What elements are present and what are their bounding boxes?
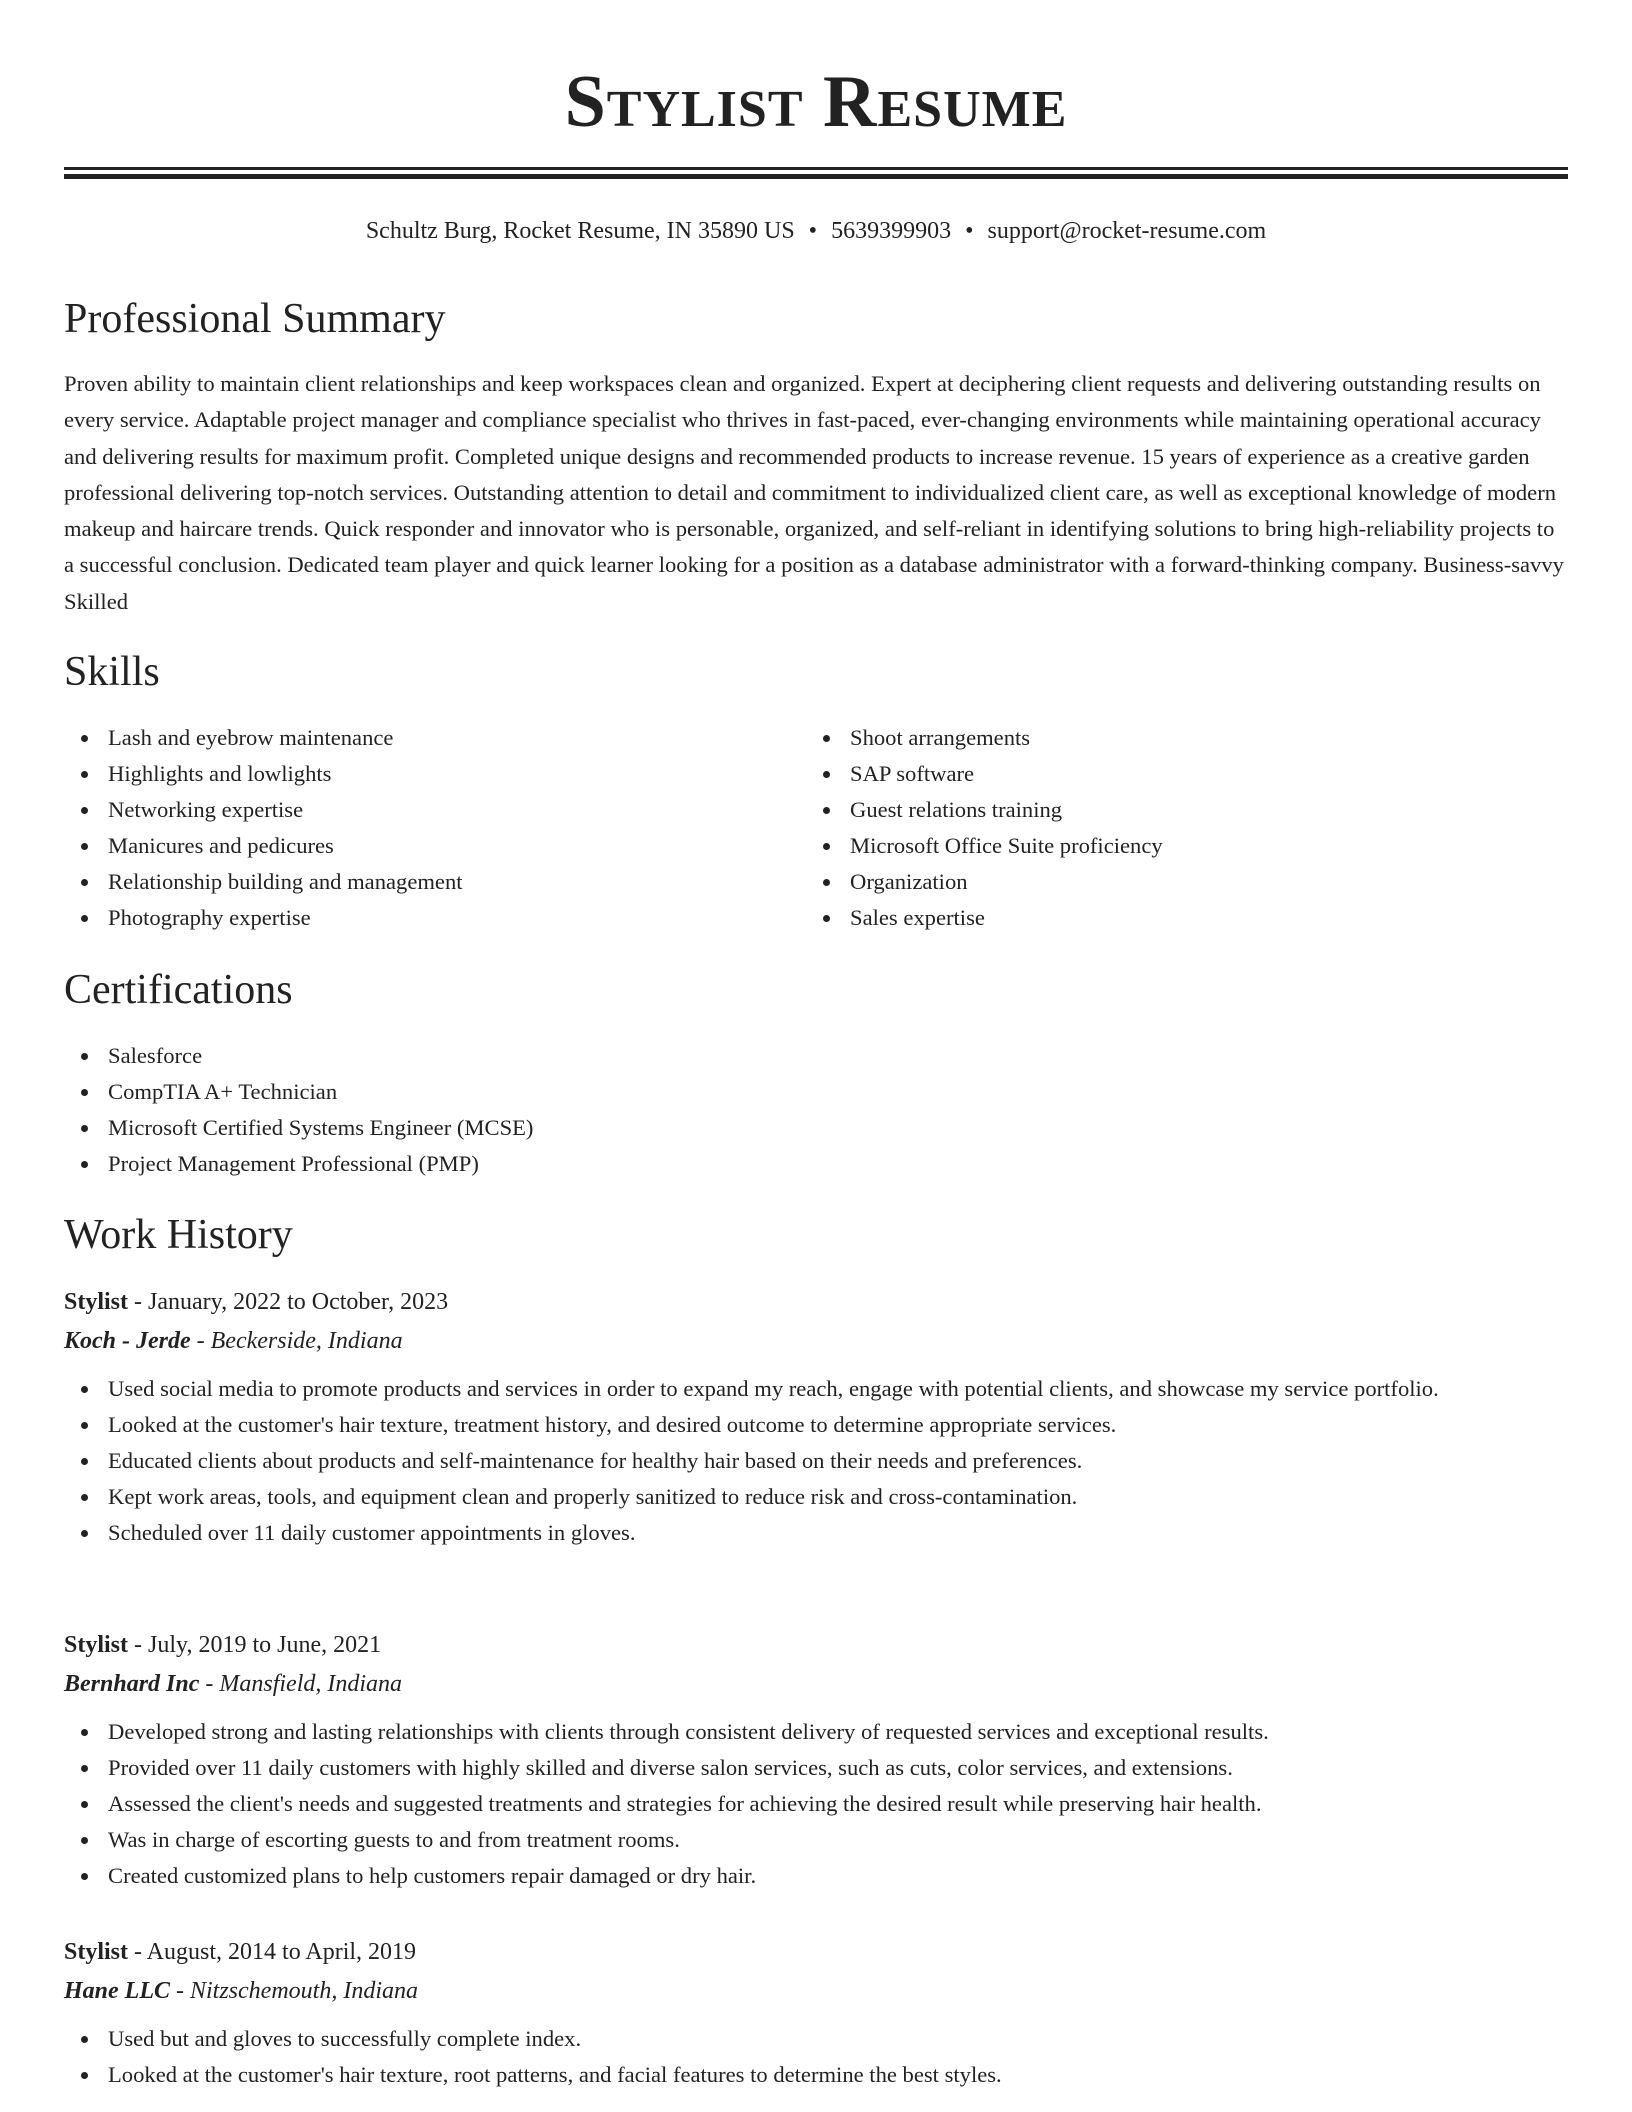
summary-heading: Professional Summary bbox=[64, 296, 446, 342]
job-location: - Mansfield, Indiana bbox=[199, 1671, 403, 1697]
job-bullets bbox=[64, 1714, 1568, 1894]
job-bullet: Developed strong and lasting relationships with clients through consistent delivery of requested services and exceptional results. bbox=[64, 1714, 1568, 1750]
job-bullet: Was in charge of escorting guests to and from treatment rooms. bbox=[64, 1822, 1568, 1858]
job-dates: - January, 2022 to October, 2023 bbox=[128, 1289, 449, 1315]
skill-item: Manicures and pedicures bbox=[64, 828, 804, 864]
work-history-heading: Work History bbox=[64, 1212, 293, 1258]
skills-heading: Skills bbox=[64, 649, 160, 695]
job-company-line bbox=[64, 1321, 1568, 1361]
job-company-line bbox=[64, 1664, 1568, 1704]
job-title-line bbox=[64, 1626, 1568, 1664]
job-role: Stylist bbox=[64, 1939, 129, 1965]
job-bullet: Looked at the customer's hair texture, treatment history, and desired outcome to determine appropriate services. bbox=[64, 1407, 1568, 1443]
job-company: Koch - Jerde bbox=[64, 1328, 191, 1354]
job-bullet: Assessed the client's needs and suggested treatments and strategies for achieving the desired result while preserving hair health. bbox=[64, 1786, 1568, 1822]
skill-item: Shoot arrangements bbox=[806, 720, 1546, 756]
job-entry bbox=[64, 1283, 1568, 1551]
summary-text: Proven ability to maintain client relationships and keep workspaces clean and organized. Expert at deciphering client requests and delivering outstanding results on every service. Adaptable project manager and compliance specialist who thrives in fast-paced, ever-changing environments while maintaining operational accuracy and delivering results for maximum profit. Completed unique designs and recommended products to increase revenue. 15 years of experience as a creative garden professional delivering top-notch services. Outstanding attention to detail and commitment to individualized client care, as well as exceptional knowledge of modern makeup and haircare trends. Quick responder and innovator who is personable, organized, and self-reliant in identifying solutions to bring high-reliability projects to a successful conclusion. Dedicated team player and quick learner looking for a position as a database administrator with a forward-thinking company. Business-savvy Skilled bbox=[64, 371, 1564, 614]
job-bullet: Created customized plans to help customers repair damaged or dry hair. bbox=[64, 1858, 1568, 1894]
title-divider-thin bbox=[64, 167, 1568, 170]
skill-item: Photography expertise bbox=[64, 900, 804, 936]
contact-address: Schultz Burg, Rocket Resume, IN 35890 US bbox=[365, 218, 795, 244]
skills-list-right bbox=[806, 720, 1546, 936]
certifications-list bbox=[64, 1038, 1568, 1182]
contact-separator: • bbox=[965, 218, 974, 244]
job-entry bbox=[64, 1933, 1568, 2093]
job-dates: - July, 2019 to June, 2021 bbox=[128, 1632, 382, 1658]
skill-item: Sales expertise bbox=[806, 900, 1546, 936]
contact-line bbox=[64, 214, 1568, 248]
certification-item: Project Management Professional (PMP) bbox=[64, 1146, 1568, 1182]
contact-email: support@rocket-resume.com bbox=[987, 218, 1267, 244]
resume-page bbox=[64, 0, 1568, 2087]
job-bullets bbox=[64, 2021, 1568, 2093]
job-title-line bbox=[64, 1283, 1568, 1321]
job-company: Hane LLC bbox=[64, 1978, 170, 2004]
job-title-line bbox=[64, 1933, 1568, 1971]
certification-item: Salesforce bbox=[64, 1038, 1568, 1074]
contact-phone: 5639399903 bbox=[831, 218, 952, 244]
skill-item: Highlights and lowlights bbox=[64, 756, 804, 792]
skills-list-left bbox=[64, 720, 804, 936]
title-divider-thick bbox=[64, 174, 1568, 179]
skill-item: Networking expertise bbox=[64, 792, 804, 828]
job-bullet: Used but and gloves to successfully complete index. bbox=[64, 2021, 1568, 2057]
skill-item: Organization bbox=[806, 864, 1546, 900]
job-location: - Nitzschemouth, Indiana bbox=[170, 1978, 418, 2004]
job-bullet: Kept work areas, tools, and equipment clean and properly sanitized to reduce risk and cross-contamination. bbox=[64, 1479, 1568, 1515]
job-bullet: Scheduled over 11 daily customer appointments in gloves. bbox=[64, 1515, 1568, 1551]
job-company-line bbox=[64, 1971, 1568, 2011]
job-bullet: Used social media to promote products and services in order to expand my reach, engage with potential clients, and showcase my service portfolio. bbox=[64, 1371, 1568, 1407]
job-bullet: Educated clients about products and self-maintenance for healthy hair based on their needs and preferences. bbox=[64, 1443, 1568, 1479]
job-entry bbox=[64, 1626, 1568, 1894]
resume-title: Stylist Resume bbox=[564, 61, 1068, 143]
contact-separator: • bbox=[808, 218, 818, 244]
skill-item: Relationship building and management bbox=[64, 864, 804, 900]
certification-item: CompTIA A+ Technician bbox=[64, 1074, 1568, 1110]
job-dates: - August, 2014 to April, 2019 bbox=[128, 1939, 417, 1965]
job-bullet: Looked at the customer's hair texture, root patterns, and facial features to determine the best styles. bbox=[64, 2057, 1568, 2093]
skill-item: SAP software bbox=[806, 756, 1546, 792]
job-location: - Beckerside, Indiana bbox=[190, 1328, 403, 1354]
job-bullets bbox=[64, 1371, 1568, 1551]
certification-item: Microsoft Certified Systems Engineer (MCSE) bbox=[64, 1110, 1568, 1146]
certifications-heading: Certifications bbox=[64, 967, 293, 1013]
job-bullet: Provided over 11 daily customers with highly skilled and diverse salon services, such as cuts, color services, and extensions. bbox=[64, 1750, 1568, 1786]
skill-item: Guest relations training bbox=[806, 792, 1546, 828]
job-role: Stylist bbox=[64, 1289, 129, 1315]
job-company: Bernhard Inc bbox=[64, 1671, 200, 1697]
skill-item: Lash and eyebrow maintenance bbox=[64, 720, 804, 756]
skill-item: Microsoft Office Suite proficiency bbox=[806, 828, 1546, 864]
job-role: Stylist bbox=[64, 1632, 129, 1658]
